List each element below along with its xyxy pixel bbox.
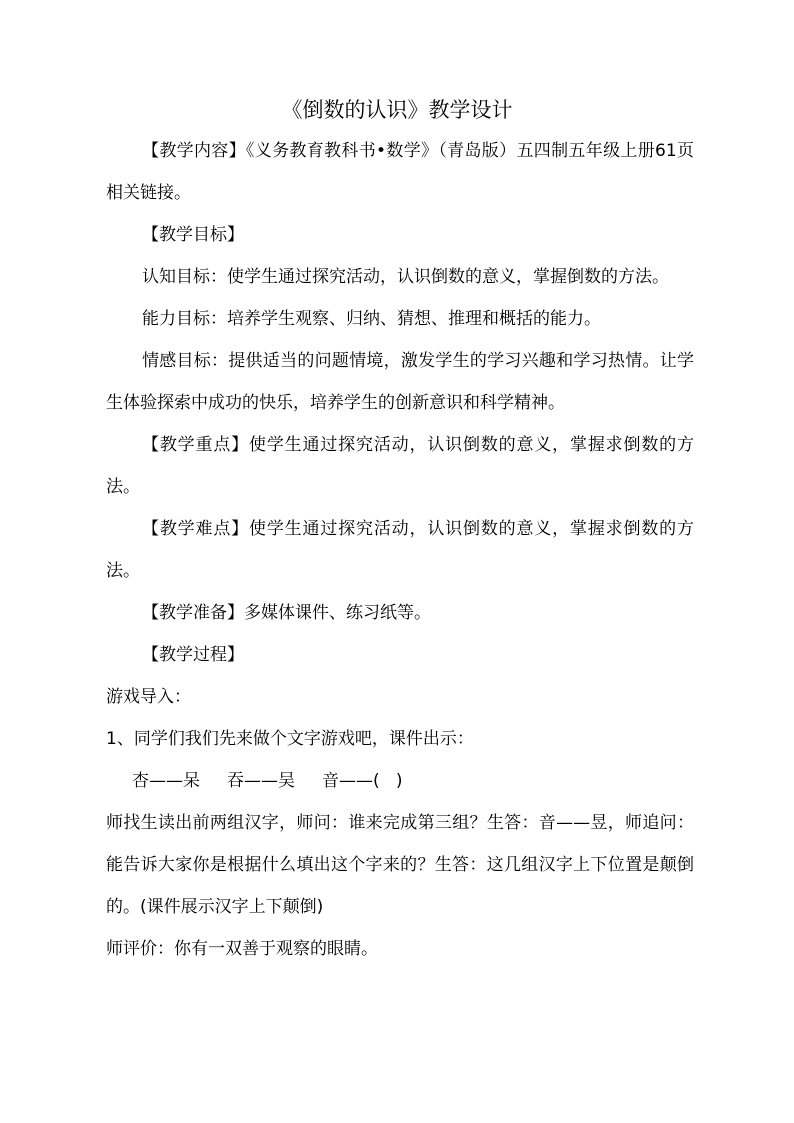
cognitive-goal-paragraph: 认知目标：使学生通过探究活动，认识倒数的意义，掌握倒数的方法。 [142,267,669,287]
teaching-key-point-paragraph: 【教学重点】使学生通过探究活动，认识倒数的意义，掌握求倒数的方法。 [106,435,694,497]
teacher-evaluation-line: 师评价：你有一双善于观察的眼睛。 [106,939,378,959]
teaching-process-heading: 【教学过程】 [142,645,244,665]
emotional-goal-paragraph: 情感目标：提供适当的问题情境，激发学生的学习兴趣和学习热情。让学生体验探索中成功的快乐，培养学生的创新意识和科学精神。 [106,351,694,413]
document-body [106,130,694,970]
teaching-preparation-paragraph: 【教学准备】多媒体课件、练习纸等。 [142,603,431,623]
game-intro-line: 游戏导入： [106,687,191,707]
document-title: 《倒数的认识》教学设计 [281,98,513,122]
character-game-row: 杏——呆 吞——吴 音——( ) [132,771,403,791]
teaching-difficulty-paragraph: 【教学难点】使学生通过探究活动，认识倒数的意义，掌握求倒数的方法。 [106,519,694,581]
teaching-goals-heading: 【教学目标】 [142,225,244,245]
ability-goal-paragraph: 能力目标：培养学生观察、归纳、猜想、推理和概括的能力。 [142,309,601,329]
teaching-content-paragraph: 【教学内容】《义务教育教科书•数学》（青岛版）五四制五年级上册61页相关链接。 [106,141,694,203]
teacher-student-dialogue-paragraph: 师找生读出前两组汉字，师问：谁来完成第三组？生答：音——昱，师追问：能告诉大家你是根据什么填出这个字来的？生答：这几组汉字上下位置是颠倒的。(课件展示汉字上下颠倒) [106,813,694,917]
step-one-line: 1、同学们我们先来做个文字游戏吧，课件出示： [106,729,474,749]
